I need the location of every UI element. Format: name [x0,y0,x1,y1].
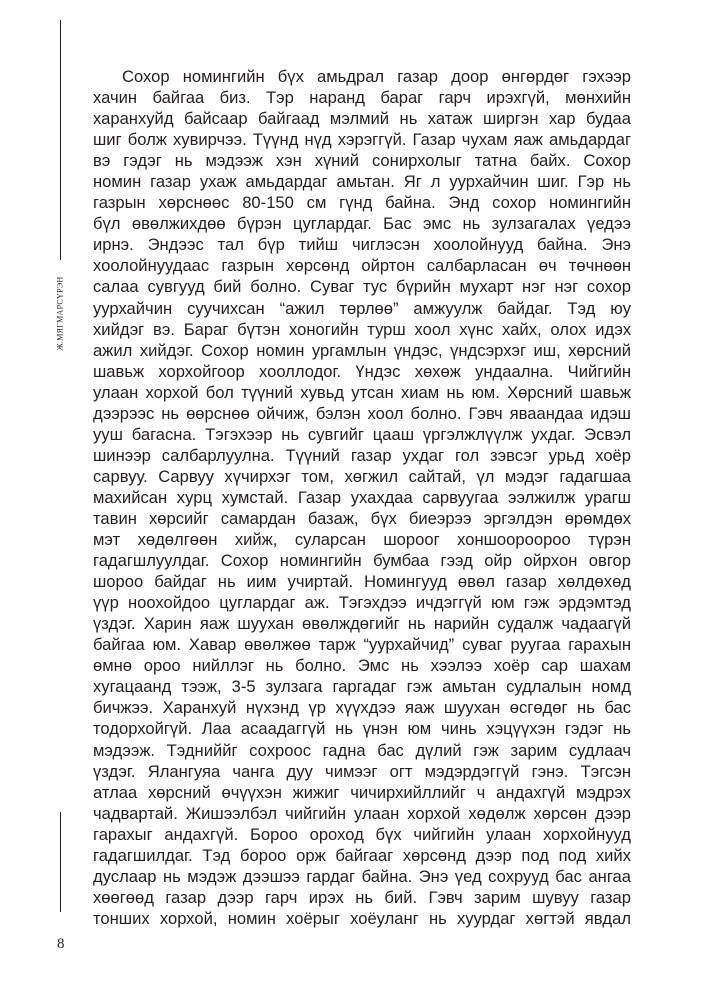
text-line: үздэг. Ялангуяа чанга дуу чимээг огт мэдэрдэггүй гэнэ. Тэгсэн [93,761,631,781]
text-line: гадагшилдаг. Тэд бороо орж байгааг хөрсөнд дээр под под хийх [93,845,631,865]
text-line: хугацаанд тээж, 3-5 зулзага гаргадаг гэж амьтан судлалын номд [93,677,631,697]
text-line: ууш багасна. Тэгэхээр нь сувгийг цааш үргэлжлүүлж ухдаг. Эсвэл [93,424,631,444]
text-line: сарвуу. Сарвуу хүчирхэг том, хөгжил сайтай, үл мэдэг гадагшаа [93,466,631,486]
text-line: байгаа юм. Хавар өвөлжөө тарж “уурхайчид” суваг руугаа гарахын [93,635,631,655]
text-line: хоолойнуудаас газрын хөрсөнд ойртон салбарласан өч төчнөөн [93,256,631,276]
page-number: 8 [57,936,65,952]
running-head-author [53,270,67,356]
text-line: гарахыг андахгүй. Бороо ороход бүх чийгийн улаан хорхойнууд [93,824,631,844]
text-line: мэдээж. Тэдниййг сохроос гадна бас дүлий гэж зарим судлаач [93,740,631,760]
text-line: шинээр салбарлуулна. Түүний газар ухдаг гол зэвсэг урьд хоёр [93,445,631,465]
text-line: атлаа хөрсний өчүүхэн жижиг чичирхийллийг ч андахгүй мэдрэх [93,782,631,802]
text-line: ажил хийдэг. Сохор номин ургамлын үндэс, үндсэрхэг иш, хөрсний [93,340,631,360]
text-line: үүр ноохойдоо цуглардаг аж. Тэгэхдээ ичдэггүй юм гэж эрдэмтэд [93,593,631,613]
text-line: хачин байгаа биз. Тэр наранд бараг гарч ирэхгүй, мөнхийн [93,88,631,108]
text-line: ирнэ. Эндээс тал бүр тийш чиглэсэн хоолойнууд байна. Энэ [93,235,631,255]
text-line: шиг болж хувирчээ. Түүнд нүд хэрэггүй. Газар чухам яаж амьдардаг [93,130,631,150]
text-line: бүл өвөлжихдөө бүрэн цуглардаг. Бас эмс нь зулзагалах үедээ [93,214,631,234]
text-line: салаа сувгууд бий болно. Суваг тус бүрийн мухарт нэг нэг сохор [93,277,631,297]
text-line: өмнө ороо нийллэг нь болно. Эмс нь хээлээ хоёр сар шахам [93,656,631,676]
text-line: бичжээ. Харанхуй нүхэнд үр хүүхдээ яаж шуухан өсгөдөг нь бас [93,698,631,718]
text-line: тодорхойгүй. Лаа асаадаггүй нь үнэн юм чинь хэцүүхэн гэдэг нь [93,719,631,739]
text-line: дуслаар нь мэдэж дээшээ гардаг байна. Энэ үед сохрууд бас ангаа [93,866,631,886]
text-line: вэ гэдэг нь мэдээж хэн хүний сонирхолыг татна байх. Сохор [93,151,631,171]
side-rule-bottom [60,812,61,912]
text-line: уурхайчин суучихсан “ажил төрлөө” амжуулж байдаг. Тэд юу [93,298,631,318]
running-head-author-text: Ж.МЯГМАРСҮРЭН [55,275,65,351]
text-line: тавин хөрсийг самардан базаж, бүх биеэрээ эргэлдэн өрөмдөх [93,508,631,528]
text-line: хийдэг вэ. Бараг бүтэн хоногийн турш хоол хүнс хайх, олох идэх [93,319,631,339]
text-line: номин газар ухаж амьдардаг амьтан. Яг л уурхайчин шиг. Гэр нь [93,172,631,192]
text-line: махийсан хурц хумстай. Газар ухахдаа сарвуугаа ээлжилж урагш [93,487,631,507]
text-line: мэт хөдөлгөөн хийж, суларсан шороог хоншоороороо түрэн [93,530,631,550]
text-line: гадагшлуулдаг. Сохор номингийн бумбаа гээд ойр ойрхон овгор [93,551,631,571]
text-line: шороо байдаг нь иим учиртай. Номингууд өвөл газар хөлдөхөд [93,572,631,592]
text-line: үздэг. Харин яаж шуухан өвөлждөгийг нь нарийн судалж чадаагүй [93,614,631,634]
text-line: дээрээс нь өөрснөө ойчиж, бэлэн хоол болно. Гэвч яваандаа идэш [93,403,631,423]
text-line: харанхуйд байсаар байгаад мэлмий нь хатаж ширгэн хар будаа [93,109,631,129]
text-line: шавьж хорхойгоор хооллодог. Үндэс хөхөж ундаална. Чийгийн [93,361,631,381]
body-paragraph [93,66,631,929]
text-line: чадвартай. Жишээлбэл чийгийн улаан хорхой хөдөлж хөрсөн дээр [93,803,631,823]
side-rule-top [60,20,61,260]
text-line: Сохор номингийн бүх амьдрал газар доор өнгөрдөг гэхээр [122,67,631,86]
text-line: хөөгөөд газар дээр гарч ирэх нь бий. Гэвч зарим шувуу газар [93,887,631,907]
text-line: улаан хорхой бол түүний хувьд утсан хиам нь юм. Хөрсний шавьж [93,382,631,402]
text-line: тонших хорхой, номин хоёрыг хоёуланг нь хуурдаг хөгтэй явдал [93,908,631,928]
text-line: газрын хөрснөөс 80-150 см гүнд байна. Энд сохор номингийн [93,193,631,213]
